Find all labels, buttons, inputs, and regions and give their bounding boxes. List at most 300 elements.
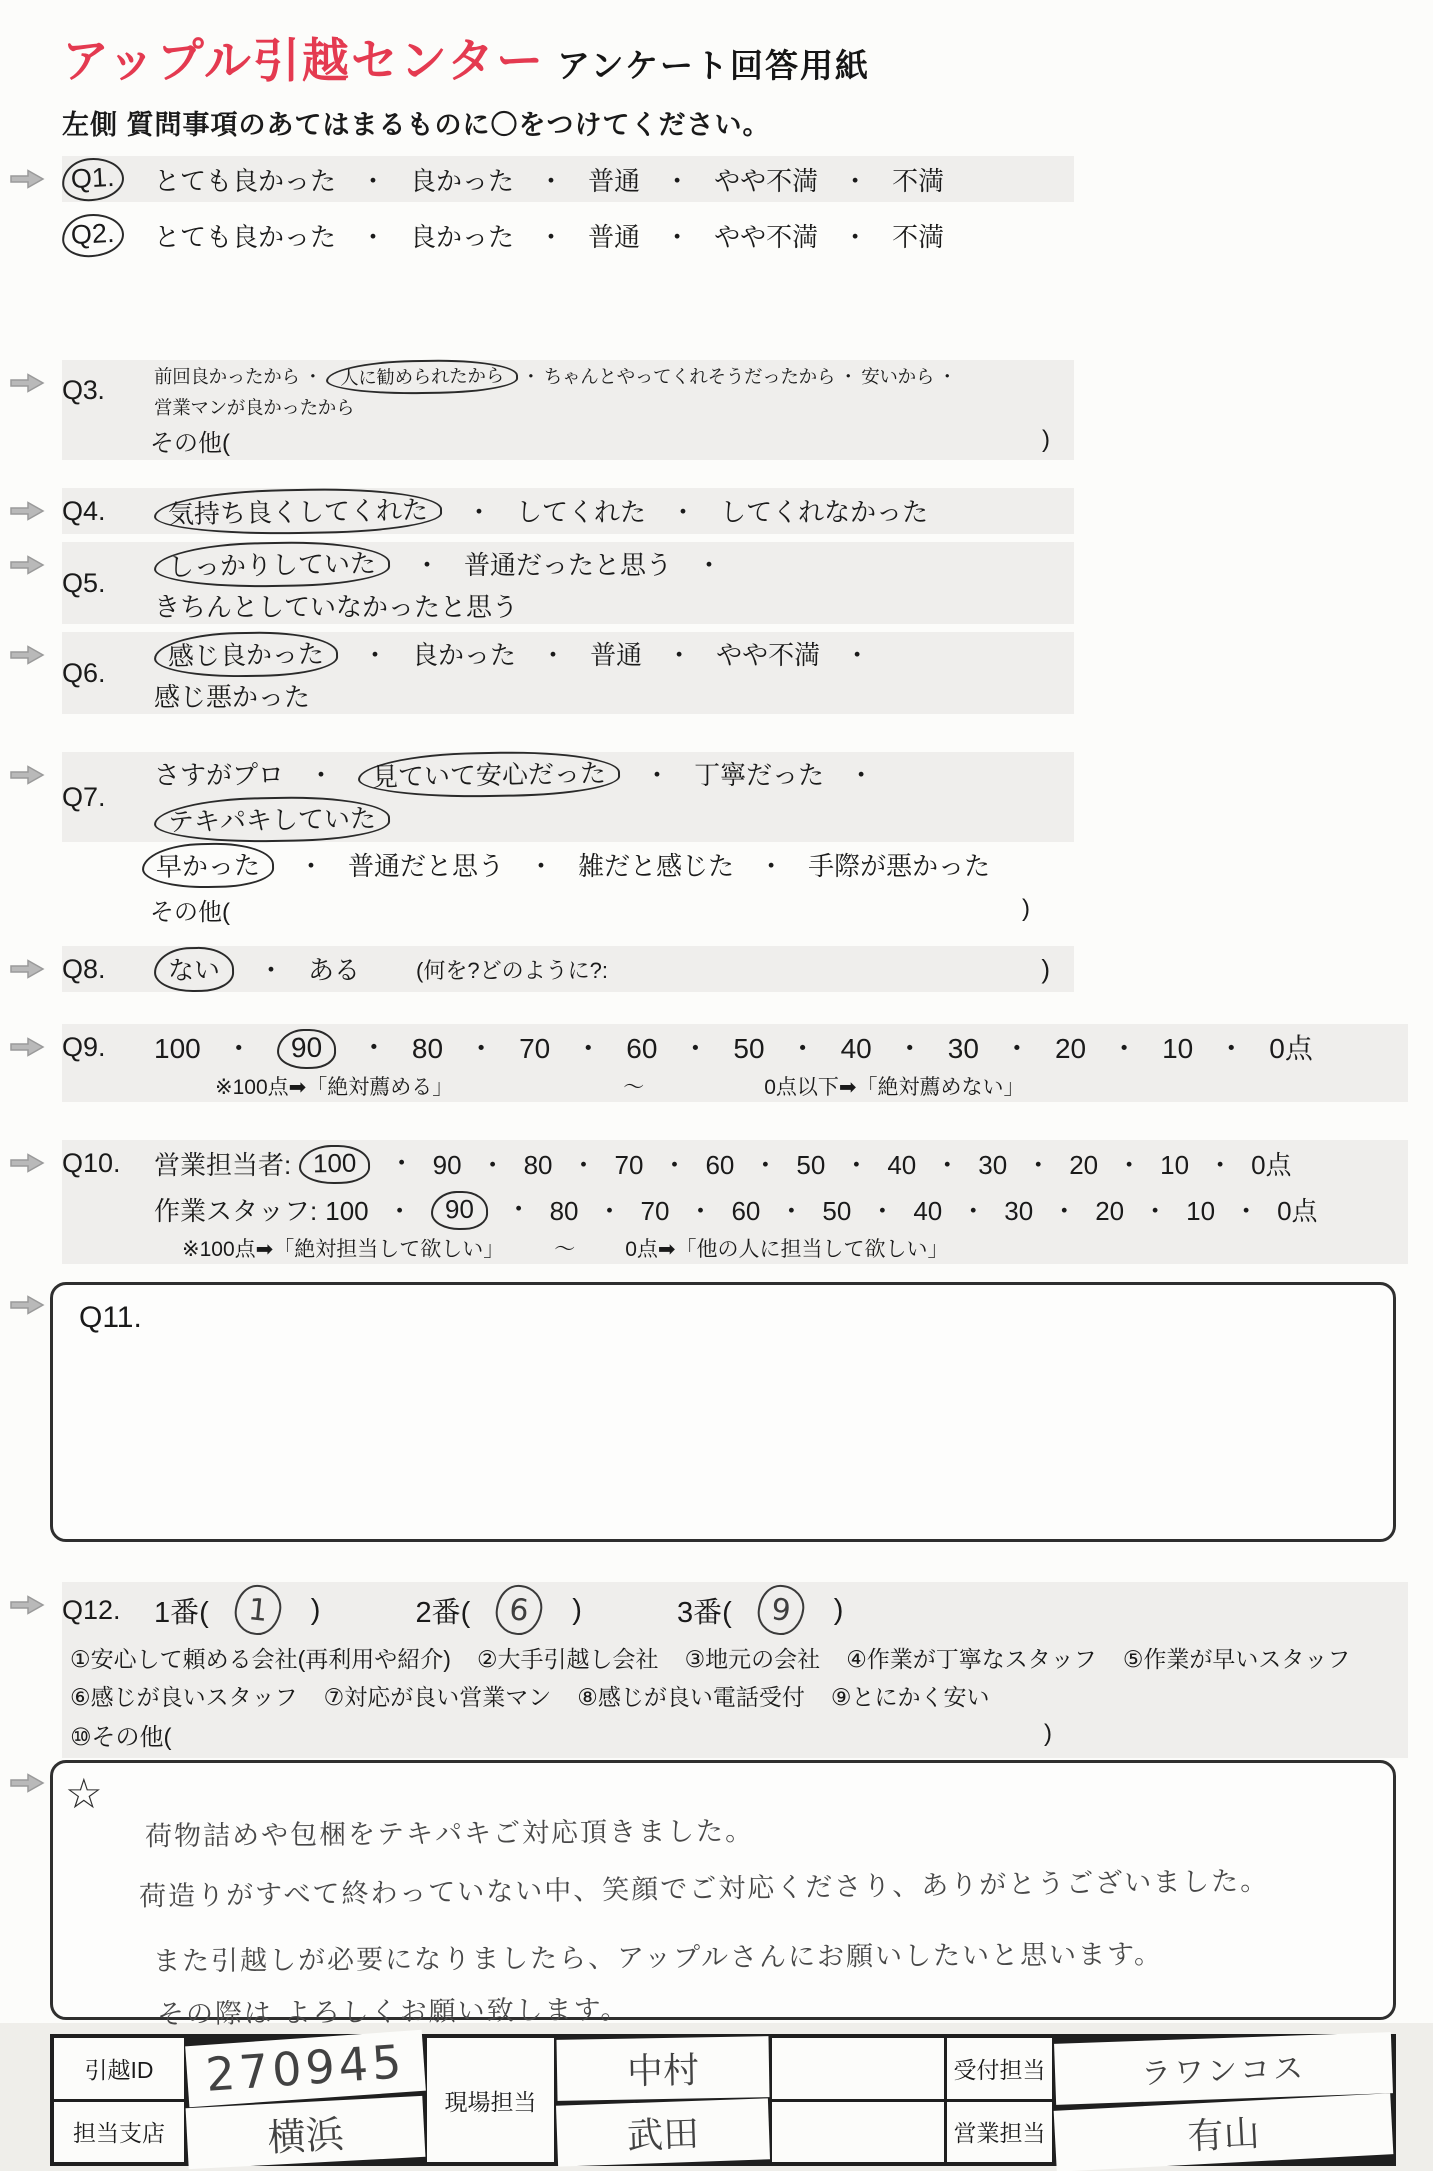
score-option [550, 1191, 641, 1228]
option [410, 166, 588, 196]
q12-options-1 [70, 1641, 1376, 1674]
score-label: 80 [549, 1195, 579, 1226]
score-label: 60 [731, 1195, 761, 1226]
option [142, 851, 348, 881]
q8-paren-prefix: (何を?どのように?: [416, 957, 608, 983]
other-close-paren: ) [1022, 895, 1030, 922]
handwritten-line: 荷造りがすべて終わっていない中、笑顔でご対応くださり、ありがとうございました。 [138, 1865, 1270, 1913]
separator-dot: ・ [521, 366, 540, 387]
arrow-icon [10, 554, 46, 578]
star-icon: ☆ [65, 1770, 103, 1817]
branch-value: 横浜 [186, 2095, 426, 2168]
separator-dot: ・ [1110, 1033, 1139, 1064]
option [154, 397, 362, 418]
score-option [519, 1027, 626, 1067]
q12-rank-slots [154, 1585, 938, 1635]
score-label: 0点 [1269, 1033, 1313, 1064]
separator-dot: ・ [644, 760, 671, 790]
separator-dot: ・ [362, 640, 389, 670]
separator-dot: ・ [666, 640, 693, 670]
separator-dot: ・ [842, 165, 869, 196]
arrow-icon [10, 958, 46, 982]
q12-option: ⑦対応が良い営業マン [323, 1683, 552, 1710]
option [714, 222, 892, 252]
option-label: やや不満 [716, 640, 821, 670]
q1-options [154, 161, 992, 198]
option [154, 366, 326, 387]
rank-prefix: 1番( [154, 1596, 209, 1629]
q2-label: Q2. [61, 212, 125, 258]
score-label: 50 [796, 1149, 826, 1180]
score-label: 10 [1162, 1033, 1194, 1064]
option [326, 366, 544, 387]
option [154, 682, 358, 712]
score-option [822, 1191, 913, 1228]
q9-label: Q9. [62, 1031, 106, 1062]
option-label: やや不満 [714, 221, 819, 252]
separator-dot: ・ [844, 640, 871, 670]
score-label: 70 [640, 1195, 670, 1226]
q8-label: Q8. [62, 953, 106, 984]
score-option [277, 1026, 412, 1069]
option-label: 普通だと思う [348, 850, 505, 881]
score-label: 70 [519, 1033, 551, 1064]
option [154, 550, 464, 580]
separator-dot: ・ [258, 954, 285, 985]
option [358, 757, 694, 793]
separator-dot: ・ [839, 366, 858, 387]
separator-dot: ・ [869, 1195, 896, 1226]
score-label: 50 [822, 1195, 852, 1226]
option [588, 222, 714, 252]
other-prefix: ⑩その他( [70, 1723, 172, 1751]
separator-dot: ・ [1051, 1195, 1078, 1226]
option-label: さすがプロ [154, 760, 285, 790]
q10-note [62, 1232, 1408, 1264]
arrow-icon [10, 1036, 46, 1060]
score-label: 10 [1160, 1149, 1190, 1180]
q12-option: ⑨とにかく安い [830, 1683, 990, 1710]
option [544, 366, 861, 387]
separator-dot: ・ [1116, 1149, 1143, 1180]
rank-close-paren: ) [833, 1593, 844, 1626]
separator-dot: ・ [758, 850, 785, 881]
separator-dot: ・ [843, 1149, 870, 1180]
option-label: ある [308, 954, 361, 985]
score-label: 50 [733, 1033, 765, 1064]
rank-prefix: 2番( [415, 1596, 471, 1629]
q3-label: Q3. [62, 374, 105, 405]
separator-dot: ・ [540, 640, 567, 670]
site-staff-value-2: 武田 [556, 2098, 770, 2166]
score-label: 100 [325, 1195, 369, 1226]
q4-row [62, 488, 1074, 534]
arrow-icon [10, 1594, 46, 1618]
option-label: 前回良かったから [154, 366, 300, 387]
handwritten-line: 荷物詰めや包梱をテキパキご対応頂きました。 [144, 1816, 755, 1853]
separator-dot: ・ [1233, 1195, 1260, 1226]
option [464, 550, 746, 580]
score-option [431, 1189, 550, 1230]
option [154, 166, 410, 196]
option [892, 222, 992, 252]
score-option [1055, 1027, 1162, 1067]
comment-section [0, 1760, 1433, 2031]
q5-row [62, 542, 1074, 624]
option-label: 良かった [412, 640, 517, 670]
score-option [731, 1191, 822, 1228]
q5-label: Q5. [62, 567, 106, 598]
option [154, 805, 438, 835]
score-label: 70 [614, 1149, 644, 1180]
score-option [325, 1191, 430, 1228]
question-q3 [0, 360, 1433, 460]
option [892, 166, 992, 196]
separator-dot: ・ [538, 221, 565, 252]
q10-scores-staff [325, 1189, 1353, 1230]
comment-box [50, 1760, 1396, 2031]
option-label: テキパキしていた [154, 795, 391, 844]
separator-dot: ・ [479, 1149, 506, 1180]
score-option [705, 1145, 796, 1182]
option-label: しっかりしていた [154, 540, 391, 589]
score-option [978, 1145, 1069, 1182]
score-label: 0点 [1251, 1149, 1292, 1180]
score-option [948, 1027, 1055, 1067]
arrow-icon [10, 500, 46, 524]
option-label: 感じ良かった [154, 630, 339, 678]
q10-row2-prefix: 作業スタッフ: [154, 1195, 318, 1226]
q12-options-line1 [62, 1638, 1408, 1676]
q12-answers-row [62, 1582, 1408, 1638]
option [716, 640, 894, 670]
option-label: 人に勧められたから [326, 358, 518, 395]
handwritten-rank-value: 9 [755, 1583, 806, 1638]
option [154, 760, 358, 790]
move-id-label: 引越ID [54, 2038, 184, 2099]
option-label: 不満 [892, 165, 945, 196]
q1-label-wrap [62, 158, 154, 201]
score-label: 0点 [1277, 1195, 1318, 1226]
score-option [913, 1191, 1004, 1228]
handwritten-rank-value: 1 [232, 1583, 283, 1638]
score-option [615, 1145, 706, 1182]
handwritten-comment [93, 1809, 1363, 2031]
reception-value: ラワンコス [1054, 2032, 1393, 2104]
q10-note-right: 0点➡「他の人に担当して欲しい」 [625, 1238, 949, 1261]
separator-dot: ・ [466, 496, 493, 527]
score-label: 40 [913, 1195, 943, 1226]
score-label: 90 [430, 1190, 488, 1230]
q10-band [62, 1140, 1408, 1264]
q10-note-left: ※100点➡「絶対担当して欲しい」 [182, 1238, 505, 1261]
separator-dot: ・ [687, 1195, 714, 1226]
separator-dot: ・ [842, 221, 869, 252]
option-label: きちんとしていなかったと思う [154, 592, 519, 622]
arrow-icon [10, 1294, 46, 1318]
separator-dot: ・ [298, 850, 325, 881]
score-option [641, 1191, 732, 1228]
q4-label: Q4. [62, 495, 106, 526]
option-label: ちゃんとやってくれそうだったから [543, 366, 836, 387]
q12-option: ①安心して頼める会社(再利用や紹介) [70, 1645, 451, 1672]
q7-label: Q7. [62, 781, 106, 812]
separator-dot: ・ [388, 1147, 415, 1178]
arrow-icon [10, 764, 46, 788]
score-option [887, 1145, 978, 1182]
separator-dot: ・ [670, 496, 697, 527]
empty-cell [772, 2038, 944, 2099]
option-label: 見ていて安心だった [358, 750, 621, 800]
separator-dot: ・ [528, 850, 555, 881]
q9-note-left: ※100点➡「絶対薦める」 [215, 1076, 454, 1099]
q3-row [62, 360, 1074, 420]
score-option [796, 1145, 887, 1182]
option [578, 851, 808, 881]
score-option [1277, 1191, 1353, 1228]
score-label: 100 [299, 1144, 371, 1184]
option [808, 851, 1038, 881]
option [308, 955, 408, 985]
q9-note-tilde: ～ [623, 1076, 645, 1099]
option [410, 222, 588, 252]
arrow-icon [10, 644, 46, 668]
option [412, 640, 590, 670]
separator-dot: ・ [788, 1033, 817, 1064]
branch-label: 担当支店 [54, 2102, 184, 2163]
q3-options [154, 360, 1074, 420]
q12-label: Q12. [62, 1594, 121, 1625]
option-label: してくれなかった [720, 496, 929, 527]
q5-options [154, 542, 1074, 624]
option [714, 166, 892, 196]
score-option [1095, 1191, 1186, 1228]
handwritten-line: また引越しが必要になりましたら、アップルさんにお願いしたいと思います。 [152, 1939, 1163, 1978]
other-prefix: その他( [150, 898, 230, 926]
q12-option: ③地元の会社 [684, 1645, 821, 1672]
separator-dot: ・ [664, 165, 691, 196]
sales-label: 営業担当 [947, 2102, 1052, 2163]
rank-slot [415, 1585, 581, 1635]
separator-dot: ・ [414, 550, 441, 580]
other-close-paren: ) [1044, 1720, 1052, 1747]
question-q10 [0, 1140, 1433, 1264]
q7-other-row [150, 888, 1030, 930]
q10-row-1 [62, 1140, 1408, 1186]
option-label: 普通 [588, 165, 641, 196]
q8-row [62, 946, 1074, 992]
separator-dot: ・ [778, 1195, 805, 1226]
option [154, 222, 410, 252]
score-label: 60 [626, 1033, 658, 1064]
option [588, 166, 714, 196]
question-q4 [0, 488, 1433, 534]
option [861, 366, 960, 387]
q12-band [62, 1582, 1408, 1758]
question-q2 [0, 212, 1433, 258]
q7-row-2 [142, 842, 1433, 888]
option-label: 不満 [892, 221, 945, 252]
score-option [154, 1027, 277, 1067]
score-option [626, 1027, 733, 1067]
separator-dot: ・ [505, 1193, 532, 1224]
option-label: 営業マンが良かったから [154, 397, 355, 418]
separator-dot: ・ [661, 1149, 688, 1180]
page-title: アンケート回答用紙 [556, 47, 870, 84]
score-option [1251, 1145, 1327, 1182]
separator-dot: ・ [1142, 1195, 1169, 1226]
separator-dot: ・ [960, 1195, 987, 1226]
q2-label-wrap [62, 214, 154, 257]
q7-options-line2 [142, 843, 1038, 888]
q12-options-line2 [62, 1676, 1408, 1714]
q3-other-row [150, 420, 1050, 460]
q9-note-right: 0点以下➡「絶対薦めない」 [764, 1076, 1025, 1099]
separator-dot: ・ [360, 165, 387, 196]
q10-scores-sales [299, 1143, 1327, 1184]
q10-label: Q10. [62, 1147, 121, 1178]
option-label: ない [154, 946, 235, 992]
q9-band [62, 1024, 1408, 1102]
q12-option: ⑧感じが良い電話受付 [577, 1683, 805, 1710]
rank-slot [154, 1585, 320, 1635]
q9-row [62, 1024, 1408, 1070]
arrow-icon [10, 372, 46, 396]
q4-options [154, 489, 976, 534]
q9-scores [154, 1026, 1361, 1069]
option [720, 497, 976, 527]
question-q1 [0, 156, 1433, 202]
other-close-paren: ) [1042, 426, 1050, 453]
option [154, 494, 516, 529]
score-option [524, 1145, 615, 1182]
score-option [433, 1145, 524, 1182]
sales-value: 有山 [1054, 2093, 1394, 2171]
q8-close-paren: ) [1041, 953, 1050, 984]
empty-cell [772, 2102, 944, 2163]
separator-dot: ・ [308, 760, 335, 790]
option-label: 丁寧だった [694, 760, 825, 790]
q12-options-2 [70, 1679, 1016, 1712]
q9-note [62, 1070, 1408, 1102]
q10-row-2 [154, 1186, 1408, 1232]
option-label: 良かった [410, 165, 515, 196]
option-label: してくれた [516, 496, 647, 527]
option-label: 早かった [142, 841, 275, 888]
score-option [733, 1027, 840, 1067]
q12-other-row [62, 1714, 1052, 1754]
handwritten-line: その際は よろしくお願い致します。 [156, 1994, 630, 2031]
question-q8 [0, 946, 1433, 992]
score-label: 60 [705, 1149, 735, 1180]
q11-label: Q11. [79, 1301, 142, 1334]
arrow-icon [10, 168, 46, 192]
separator-dot: ・ [360, 221, 387, 252]
separator-dot: ・ [1217, 1033, 1246, 1064]
move-id-value: 270945 [185, 2030, 426, 2107]
option [154, 955, 308, 985]
score-label: 80 [523, 1149, 553, 1180]
score-label: 90 [276, 1028, 336, 1069]
q12-option: ⑤作業が早いスタッフ [1122, 1645, 1351, 1672]
q2-row [62, 212, 1074, 258]
q6-row [62, 632, 1074, 714]
q12-option: ④作業が丁寧なスタッフ [846, 1645, 1097, 1672]
option-label: 安いから [861, 366, 935, 387]
separator-dot: ・ [934, 1149, 961, 1180]
q12-option: ⑥感じが良いスタッフ [70, 1683, 298, 1710]
separator-dot: ・ [386, 1195, 413, 1226]
q11-free-answer-box [50, 1282, 1396, 1542]
header [0, 0, 1433, 142]
score-option [412, 1027, 519, 1067]
site-staff-label: 現場担当 [427, 2038, 554, 2162]
rank-prefix: 3番( [676, 1596, 732, 1629]
question-q12 [0, 1582, 1433, 1758]
option-label: 手際が悪かった [808, 850, 991, 881]
score-label: 20 [1069, 1149, 1099, 1180]
separator-dot: ・ [848, 760, 875, 790]
score-label: 100 [154, 1033, 201, 1064]
score-option [1162, 1027, 1269, 1067]
option-label: 普通だったと思う [464, 550, 673, 580]
separator-dot: ・ [895, 1033, 924, 1064]
score-option [1186, 1191, 1277, 1228]
option-label: やや不満 [714, 165, 819, 196]
score-label: 20 [1095, 1195, 1125, 1226]
separator-dot: ・ [224, 1033, 253, 1064]
reception-label: 受付担当 [947, 2038, 1052, 2099]
score-label: 40 [887, 1149, 917, 1180]
score-option [841, 1027, 948, 1067]
option-label: 感じ悪かった [154, 682, 311, 712]
score-option [1269, 1027, 1361, 1067]
score-label: 80 [411, 1033, 444, 1064]
score-option [1160, 1145, 1251, 1182]
option [348, 851, 578, 881]
q6-label: Q6. [62, 657, 106, 688]
q1-label: Q1. [61, 156, 125, 202]
separator-dot: ・ [938, 366, 957, 387]
question-q6 [0, 632, 1433, 714]
arrow-icon [10, 1772, 46, 1796]
separator-dot: ・ [596, 1195, 623, 1226]
rank-slot [677, 1585, 843, 1635]
separator-dot: ・ [696, 550, 723, 580]
question-q5 [0, 542, 1433, 624]
separator-dot: ・ [1207, 1149, 1234, 1180]
separator-dot: ・ [664, 221, 691, 252]
score-label: 30 [947, 1033, 979, 1064]
q1-row [62, 156, 1074, 202]
option-label: 雑だと感じた [578, 850, 735, 881]
option-label: 普通 [588, 221, 641, 252]
option-label: とても良かった [154, 165, 337, 196]
q2-options [154, 217, 992, 254]
q6-options [154, 632, 1074, 714]
footer-table [50, 2034, 1396, 2166]
rank-close-paren: ) [310, 1593, 321, 1626]
option-label: 普通 [590, 640, 643, 670]
separator-dot: ・ [1025, 1149, 1052, 1180]
score-label: 90 [432, 1149, 462, 1180]
separator-dot: ・ [1002, 1033, 1031, 1064]
separator-dot: ・ [574, 1033, 603, 1064]
score-label: 20 [1054, 1033, 1087, 1064]
q10-note-tilde: ～ [554, 1238, 576, 1261]
score-option [299, 1143, 432, 1184]
handwritten-rank-value: 6 [494, 1583, 545, 1638]
